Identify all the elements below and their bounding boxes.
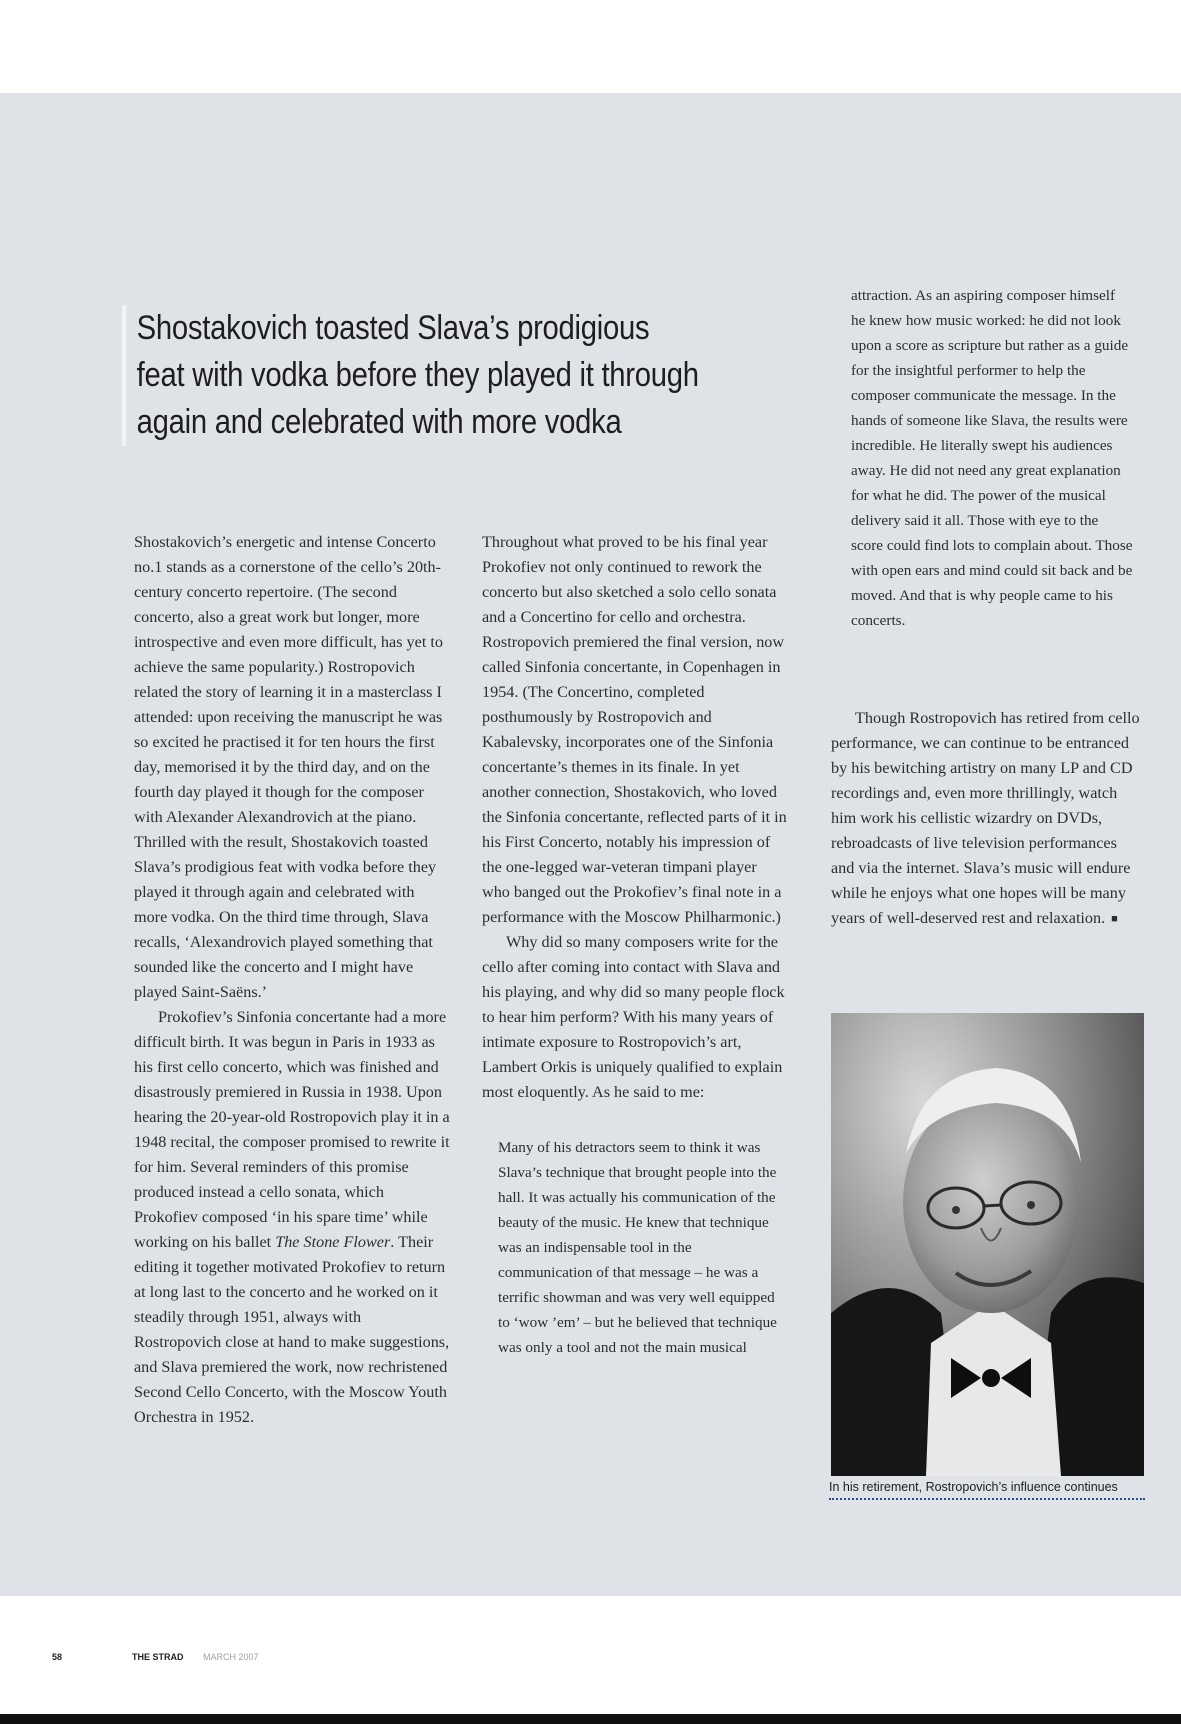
rostropovich-portrait-photo: [831, 1013, 1144, 1476]
end-of-article-mark: ■: [1111, 913, 1118, 925]
column-1-paragraph-2: Prokofiev’s Sinfonia concertante had a more difficult birth. It was begun in Paris in 1933 as his first cello concerto, which was finished and disastrously premiered in Russia in 1938. Upon hearing the 20-year-old Rostropovich play it in a 1948 recital, the composer promised to rewrite it for him. Several reminders of this promise produced instead a cello sonata, which Prokofiev composed ‘in his spare time’ while working on his ballet The Stone Flower. Their editing it together motivated Prokofiev to return at long last to the concerto and he worked on it steadily through 1951, always with Rostropovich close at hand to make suggestions, and Slava premiered the work, now rechristened Second Cello Concerto, with the Moscow Youth Orchestra in 1952.: [134, 1008, 450, 1426]
column-1: [134, 530, 450, 1430]
column-3-quote-continuation: [851, 283, 1133, 633]
orkis-quote: Many of his detractors seem to think it was Slava’s technique that brought people into the hall. It was actually his communication of the beauty of the music. He knew that technique was an indispensable tool in the communication of that message – he was a terrific showman and was very well equipped to ‘wow ’em’ – but he believed that technique was only a tool and not the main musical: [498, 1139, 777, 1356]
bottom-edge-bar: [0, 1714, 1181, 1724]
column-3: [831, 706, 1141, 932]
portrait-illustration: [831, 1013, 1144, 1476]
photo-caption: In his retirement, Rostropovich’s influence continues: [829, 1480, 1145, 1500]
column-1-paragraph-1: Shostakovich’s energetic and intense Concerto no.1 stands as a cornerstone of the cello’s 20th-century concerto repertoire. (The second concerto, also a great work but longer, more introspective and even more difficult, has yet to achieve the same popularity.) Rostropovich related the story of learning it in a masterclass I attended: upon receiving the manuscript he was so excited he practised it for ten hours the first day, memorised it by the third day, and on the fourth day played it though for the composer with Alexander Alexandrovich at the piano. Thrilled with the result, Shostakovich toasted Slava’s prodigious feat with vodka before they played it through again and celebrated with more vodka. On the third time through, Slava recalls, ‘Alexandrovich played something that sounded like the concerto and I might have played Saint-Saëns.’: [134, 533, 443, 1001]
ballet-title: The Stone Flower: [275, 1233, 391, 1251]
column-3-paragraph-1: Though Rostropovich has retired from cello performance, we can continue to be entranced by his bewitching artistry on many LP and CD recordings and, even more thrillingly, watch him work his cellistic wizardry on DVDs, rebroadcasts of live television performances and via the internet. Slava’s music will endure while he enjoys what one hopes will be many years of well-deserved rest and relaxation. ■: [831, 709, 1140, 927]
column-2: [482, 530, 787, 1360]
orkis-quote-continued: attraction. As an aspiring composer himself he knew how music worked: he did not look upon a score as scripture but rather as a guide for the insightful performer to help the composer communicate the message. In the hands of someone like Slava, the results were incredible. He literally swept his audiences away. He did not need any great explanation for what he did. The power of the musical delivery said it all. Those with eye to the score could find lots to complain about. Those with open ears and mind could sit back and be moved. And that is why people came to his concerts.: [851, 287, 1133, 629]
pull-quote: Shostakovich toasted Slava’s prodigious feat with vodka before they played it through again and celebrated with more vodka: [122, 305, 704, 446]
column-2-paragraph-2: Why did so many composers write for the cello after coming into contact with Slava and his playing, and why did so many people flock to hear him perform? With his many years of intimate exposure to Rostropovich’s art, Lambert Orkis is uniquely qualified to explain most eloquently. As he said to me:: [482, 933, 785, 1101]
page-number: 58: [52, 1652, 63, 1662]
issue-date: MARCH 2007: [203, 1652, 259, 1662]
magazine-title: THE STRAD: [132, 1652, 184, 1662]
column-2-paragraph-1: Throughout what proved to be his final year Prokofiev not only continued to rework the concerto but also sketched a solo cello sonata and a Concertino for cello and orchestra. Rostropovich premiered the final version, now called Sinfonia concertante, in Copenhagen in 1954. (The Concertino, completed posthumously by Rostropovich and Kabalevsky, incorporates one of the Sinfonia concertante’s themes in its finale. In yet another connection, Shostakovich, who loved the Sinfonia concertante, reflected parts of it in his First Concerto, notably his impression of the one-legged war-veteran timpani player who banged out the Prokofiev’s final note in a performance with the Moscow Philharmonic.): [482, 533, 787, 926]
